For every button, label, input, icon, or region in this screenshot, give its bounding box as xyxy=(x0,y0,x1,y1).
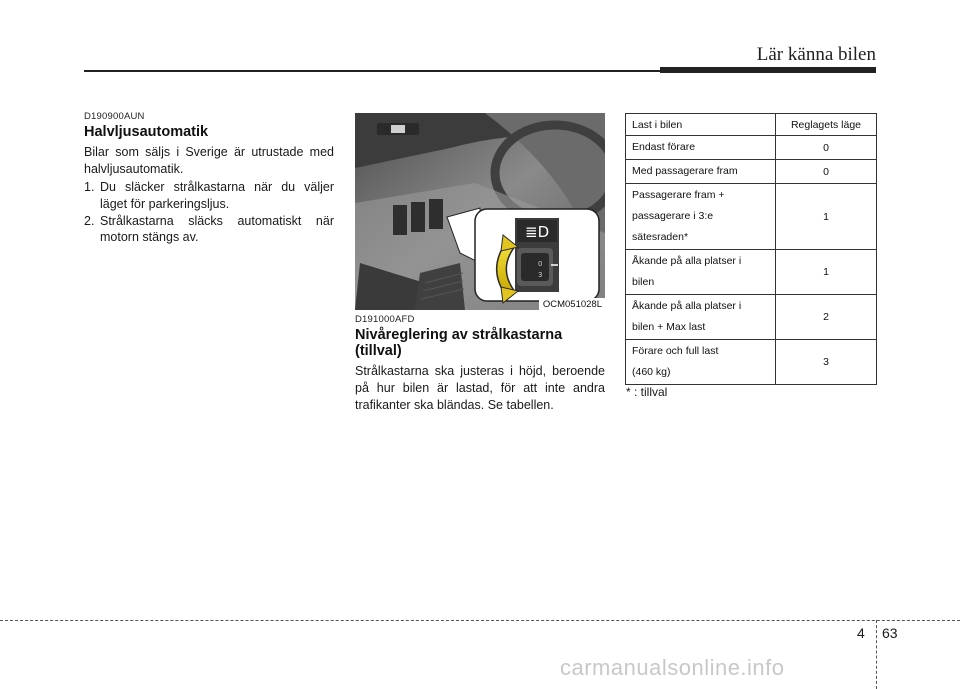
position-cell: 1 xyxy=(776,250,877,295)
footer-rule xyxy=(0,620,960,621)
watermark: carmanualsonline.info xyxy=(560,655,785,680)
table-row xyxy=(626,160,877,184)
load-cell xyxy=(626,295,776,340)
table-row xyxy=(626,340,877,385)
position-cell: 0 xyxy=(776,160,877,184)
figure-code: OCM051028L xyxy=(539,298,605,310)
load-line: Åkande på alla platser i xyxy=(632,300,742,312)
load-line: Åkande på alla platser i xyxy=(632,255,742,267)
list-item xyxy=(84,179,334,212)
section-auto-headlights xyxy=(84,111,334,246)
section-code: D191000AFD xyxy=(355,314,415,325)
instruction-list xyxy=(84,179,334,246)
section-body: Strålkastarna ska justeras i höjd, beroende på hur bilen är lastad, för att inte andra trafikanter ska bländas. Se tabellen. xyxy=(355,364,605,412)
list-item-text: Du släcker strålkastarna när du väljer läget för parkeringsljus. xyxy=(100,180,334,212)
footnote: * : tillval xyxy=(626,385,668,399)
dashboard-photo xyxy=(355,113,605,310)
chapter-number: 4 xyxy=(857,625,865,641)
position-cell: 0 xyxy=(776,136,877,160)
list-item-text: Strålkastarna släcks automatiskt när motorn stängs av. xyxy=(100,213,334,245)
position-cell: 3 xyxy=(776,340,877,385)
header-rule-accent xyxy=(660,67,876,73)
section-heading: Nivåreglering av strålkastarna (tillval) xyxy=(355,327,563,360)
section-heading: Halvljusautomatik xyxy=(84,124,209,140)
load-line: (460 kg) xyxy=(632,366,671,378)
load-line: Endast förare xyxy=(632,141,696,153)
section-headlight-leveling xyxy=(355,314,605,413)
svg-text:0: 0 xyxy=(538,260,543,268)
dashboard-illustration xyxy=(355,113,605,310)
column-header-load: Last i bilen xyxy=(626,114,776,136)
section-intro: Bilar som säljs i Sverige är utrustade med halvljusautomatik. xyxy=(84,145,334,176)
load-cell xyxy=(626,160,776,184)
position-cell: 2 xyxy=(776,295,877,340)
svg-text:≣D: ≣D xyxy=(525,223,550,241)
section-title: Lär känna bilen xyxy=(756,44,876,65)
list-item-number: 2. xyxy=(84,213,95,228)
load-line: sätesraden* xyxy=(632,231,689,243)
load-line: Med passagerare fram xyxy=(632,165,738,177)
table-row xyxy=(626,295,877,340)
list-item-number: 1. xyxy=(84,180,95,195)
page-number: 63 xyxy=(882,625,898,641)
load-cell xyxy=(626,340,776,385)
load-position-table xyxy=(625,113,877,385)
table-row xyxy=(626,136,877,160)
section-code: D190900AUN xyxy=(84,111,145,122)
column-header-position: Reglagets läge xyxy=(776,114,877,136)
load-line: passagerare i 3:e xyxy=(632,210,714,222)
page-divider xyxy=(876,620,877,689)
load-cell xyxy=(626,136,776,160)
list-item xyxy=(84,213,334,246)
table-header-row xyxy=(626,114,877,136)
table-row xyxy=(626,184,877,250)
table-row xyxy=(626,250,877,295)
load-line: bilen + Max last xyxy=(632,321,706,333)
load-line: Förare och full last xyxy=(632,345,719,357)
load-line: Passagerare fram + xyxy=(632,189,725,201)
position-cell: 1 xyxy=(776,184,877,250)
svg-text:3: 3 xyxy=(538,271,543,279)
load-cell xyxy=(626,250,776,295)
load-line: bilen xyxy=(632,276,655,288)
load-cell xyxy=(626,184,776,250)
